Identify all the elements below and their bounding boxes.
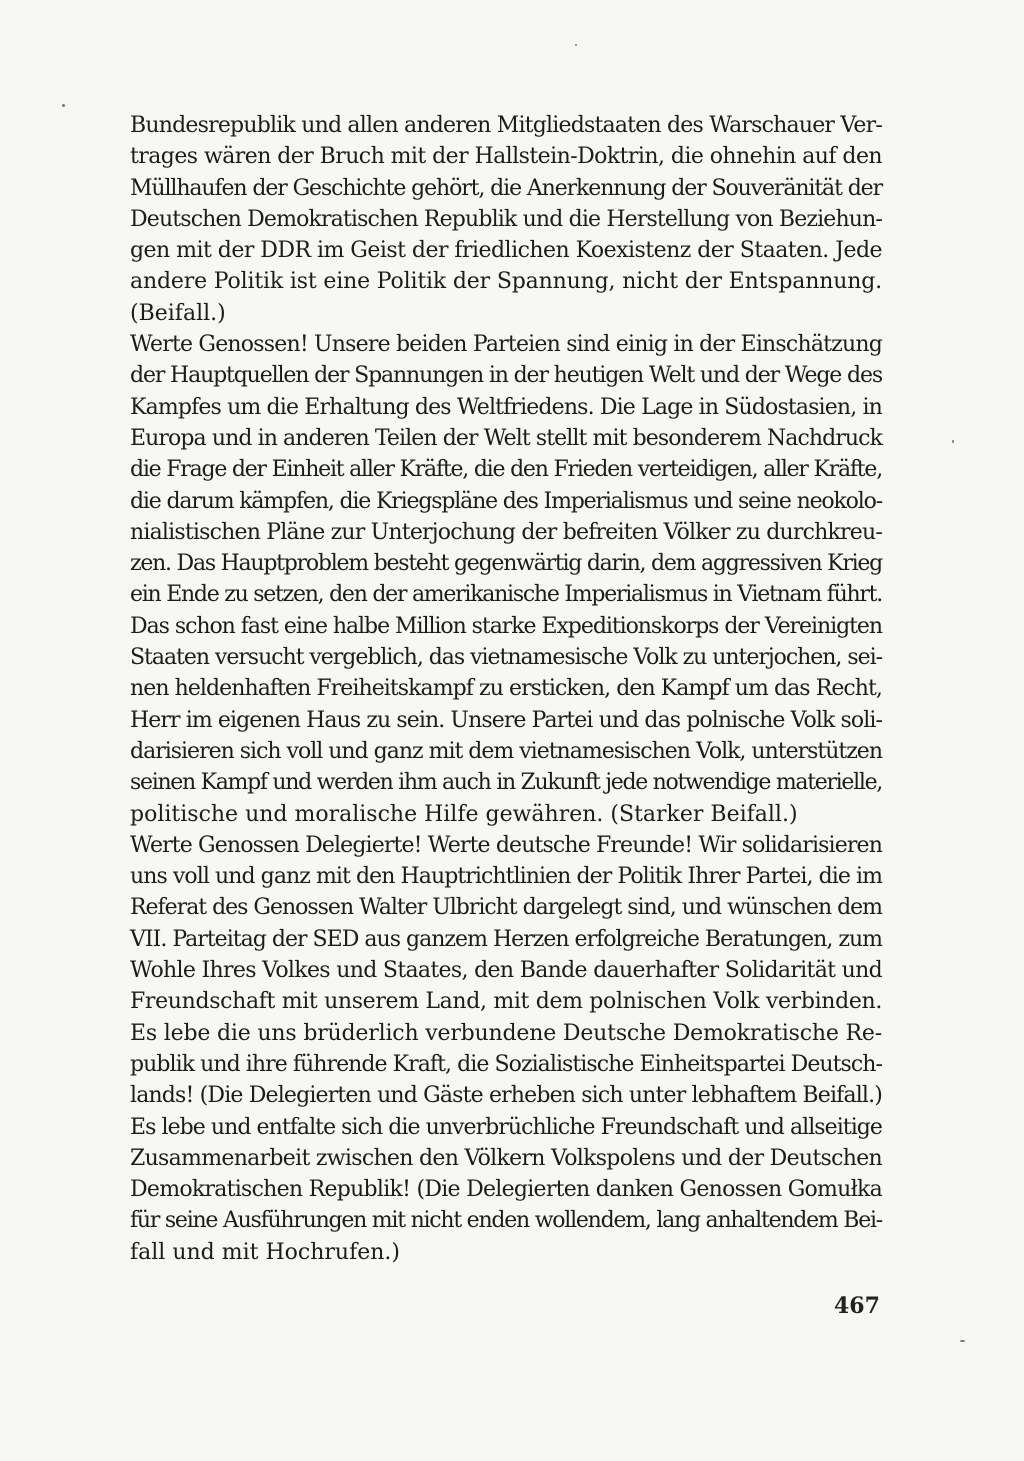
text-line: VII. Parteitag der SED aus ganzem Herzen erfolgreiche Beratungen, zum	[130, 926, 883, 952]
text-line: für seine Ausführungen mit nicht enden wollendem, lang anhaltendem Bei-	[130, 1208, 882, 1234]
scan-speck	[952, 440, 954, 443]
text-line: gen mit der DDR im Geist der friedlichen Koexistenz der Staaten. Jede	[130, 238, 882, 264]
scan-speck	[62, 104, 65, 107]
text-line: zen. Das Hauptproblem besteht gegenwärtig darin, dem aggressiven Krieg	[130, 551, 883, 577]
text-line: Wohle Ihres Volkes und Staates, den Bande dauerhafter Solidarität und	[130, 958, 883, 984]
text-line: Das schon fast eine halbe Million starke Expeditionskorps der Vereinigten	[130, 613, 882, 639]
text-line: Europa und in anderen Teilen der Welt stellt mit besonderem Nachdruck	[130, 425, 883, 451]
text-line: seinen Kampf und werden ihm auch in Zukunft jede notwendige materielle,	[130, 770, 882, 796]
text-line: Es lebe und entfalte sich die unverbrüchliche Freundschaft und allseitige	[130, 1114, 882, 1140]
paragraph-1	[130, 110, 882, 329]
text-line: (Beifall.)	[130, 300, 226, 326]
text-line: trages wären der Bruch mit der Hallstein-Doktrin, die ohnehin auf den	[130, 144, 883, 170]
text-line: Freundschaft mit unserem Land, mit dem polnischen Volk verbinden.	[130, 989, 883, 1015]
text-line: Kampfes um die Erhaltung des Weltfriedens. Die Lage in Südostasien, in	[130, 394, 882, 420]
text-line: Bundesrepublik und allen anderen Mitgliedstaaten des Warschauer Ver-	[130, 113, 882, 138]
paragraph-4	[130, 1018, 882, 1112]
page-number: 467	[834, 1293, 880, 1319]
paragraph-3	[130, 830, 882, 1018]
text-line: Werte Genossen Delegierte! Werte deutsche Freunde! Wir solidarisieren	[130, 832, 883, 858]
text-line: nialistischen Pläne zur Unterjochung der befreiten Völker zu durchkreu-	[130, 519, 882, 545]
text-line: Referat des Genossen Walter Ulbricht dargelegt sind, und wünschen dem	[130, 895, 883, 921]
paragraph-2	[130, 329, 882, 830]
text-line: Staaten versucht vergeblich, das vietnamesische Volk zu unterjochen, sei-	[130, 645, 882, 671]
text-line: Es lebe die uns brüderlich verbundene Deutsche Demokratische Re-	[130, 1020, 882, 1046]
scan-speck	[575, 44, 577, 46]
text-line: der Hauptquellen der Spannungen in der heutigen Welt und der Wege des	[130, 363, 882, 389]
body-text	[130, 110, 882, 1268]
text-line: Deutschen Demokratischen Republik und die Herstellung von Beziehun-	[130, 206, 883, 232]
text-line: nen heldenhaften Freiheitskampf zu ersticken, den Kampf um das Recht,	[130, 676, 882, 702]
text-line: ein Ende zu setzen, den der amerikanische Imperialismus in Vietnam führt.	[130, 582, 882, 608]
scan-speck	[960, 1340, 965, 1342]
text-line: Müllhaufen der Geschichte gehört, die Anerkennung der Souveränität der	[130, 175, 882, 201]
text-line: politische und moralische Hilfe gewähren. (Starker Beifall.)	[130, 801, 798, 827]
text-line: Herr im eigenen Haus zu sein. Unsere Partei und das polnische Volk soli-	[130, 707, 882, 733]
text-line: darisieren sich voll und ganz mit dem vietnamesischen Volk, unterstützen	[130, 738, 882, 764]
text-line: die Frage der Einheit aller Kräfte, die den Frieden verteidigen, aller Kräfte,	[130, 457, 882, 483]
text-line: lands! (Die Delegierten und Gäste erheben sich unter lebhaftem Beifall.)	[130, 1083, 883, 1109]
text-line: andere Politik ist eine Politik der Spannung, nicht der Entspannung.	[130, 269, 882, 295]
text-line: Zusammenarbeit zwischen den Völkern Volkspolens und der Deutschen	[130, 1145, 883, 1171]
text-line: die darum kämpfen, die Kriegspläne des Imperialismus und seine neokolo-	[130, 488, 882, 514]
text-line: uns voll und ganz mit den Hauptrichtlinien der Politik Ihrer Partei, die im	[130, 864, 883, 890]
paragraph-5	[130, 1112, 882, 1268]
text-line: Demokratischen Republik! (Die Delegierten danken Genossen Gomułka	[130, 1177, 883, 1203]
text-line: Werte Genossen! Unsere beiden Parteien sind einig in der Einschätzung	[130, 332, 882, 358]
text-line: publik und ihre führende Kraft, die Sozialistische Einheitspartei Deutsch-	[130, 1051, 882, 1077]
text-line: fall und mit Hochrufen.)	[130, 1239, 400, 1265]
